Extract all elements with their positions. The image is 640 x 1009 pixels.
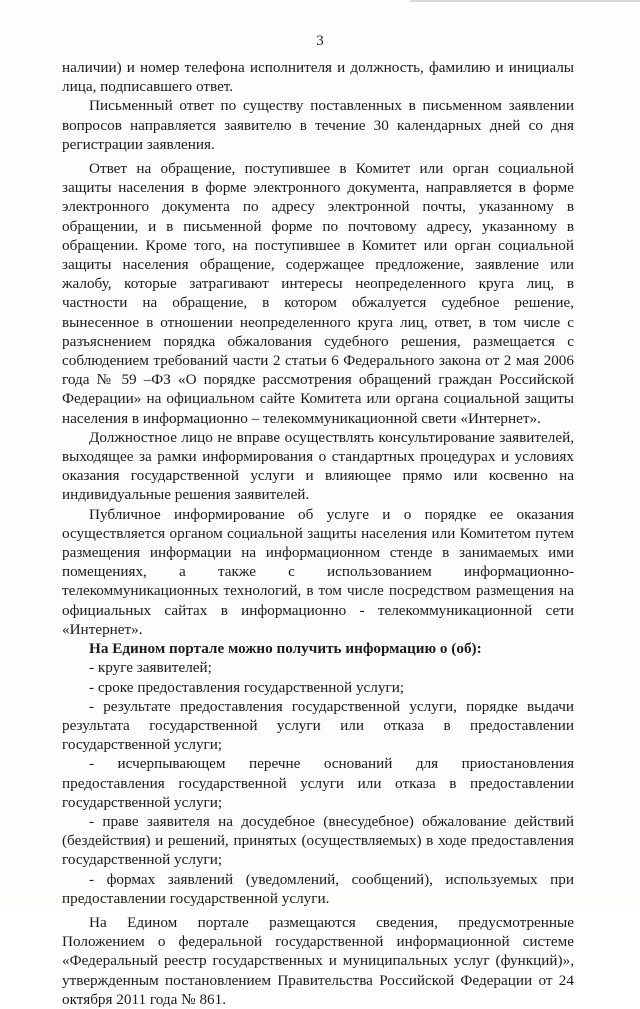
list-item: - круге заявителей; <box>89 659 212 677</box>
list-item: - праве заявителя на досудебное (внесудебное) обжалование действий (бездействия) и решений, принятых (осуществляемых) в ходе предоставления государственной услуги; <box>62 812 574 869</box>
list-item: - формах заявлений (уведомлений, сообщений), используемых при предоставлении государственной услуги. <box>62 870 574 907</box>
paragraph-electronic-answer: Ответ на обращение, поступившее в Комитет или орган социальной защиты населения в форме электронного документа, направляется в форме электронного документа по адресу электронной почты, указанному в обращении, и в письменной форме по почтовому адресу, указанному в обращении. Кроме того, на поступившее в Комитет или орган социальной защиты населения обращение, содержащее предложение, заявление или жалобу, которые затрагивают интересы неопределенного круга лиц, в частности на обращение, в котором обжалуется судебное решение, вынесенное в отношении неопределенного круга лиц, ответ, в том числе с разъяснением порядка обжалования судебного решения, размещается с соблюдением требований части 2 статьи 6 Федерального закона от 2 мая 2006 года № 59 –ФЗ «О порядке рассмотрения обращений граждан Российской Федерации» на официальном сайте Комитета или органа социальной защиты населения в информационно – телекоммуникационной свети «Интернет». <box>62 160 574 427</box>
document-body <box>62 58 574 1009</box>
list-item: - результате предоставления государственной услуги, порядке выдачи результата государственной услуги или отказа в предоставлении государственной услуги; <box>62 697 574 754</box>
paragraph-portal-registry: На Едином портале размещаются сведения, предусмотренные Положением о федеральной государственной информационной системе «Федеральный реестр государственных и муниципальных услуг (функций)», утвержденным постановлением Правительства Российской Федерации от 24 октября 2011 года № 861. <box>62 913 574 1008</box>
paragraph-official-consulting: Должностное лицо не вправе осуществлять консультирование заявителей, выходящее за рамки информирования о стандартных процедурах и условиях оказания государственной услуги и влияющее прямо или косвенно на индивидуальные решения заявителей. <box>62 428 574 504</box>
portal-heading: На Едином портале можно получить информацию о (об): <box>89 640 482 658</box>
list-item: - сроке предоставления государственной услуги; <box>89 678 405 696</box>
paragraph-written-answer: Письменный ответ по существу поставленных в письменном заявлении вопросов направляется заявителю в течение 30 календарных дней со дня регистрации заявления. <box>62 97 574 153</box>
paragraph-public-information: Публичное информирование об услуге и о порядке ее оказания осуществляется органом социальной защиты населения или Комитетом путем размещения информации на информационном стенде в занимаемых ими помещениях, а также с использованием информационно-телекоммуникационных технологий, в том числе посредством размещения на официальных сайтах в информационно - телекоммуникационной сети «Интернет». <box>62 505 574 638</box>
paragraph-continuation: наличии) и номер телефона исполнителя и должность, фамилию и инициалы лица, подписавшего ответ. <box>62 59 574 96</box>
page-number: 3 <box>316 33 324 49</box>
scan-edge-line <box>410 0 640 2</box>
list-item: - исчерпывающем перечне оснований для приостановления предоставления государственной услуги или отказа в предоставлении государственной услуги; <box>62 755 574 811</box>
